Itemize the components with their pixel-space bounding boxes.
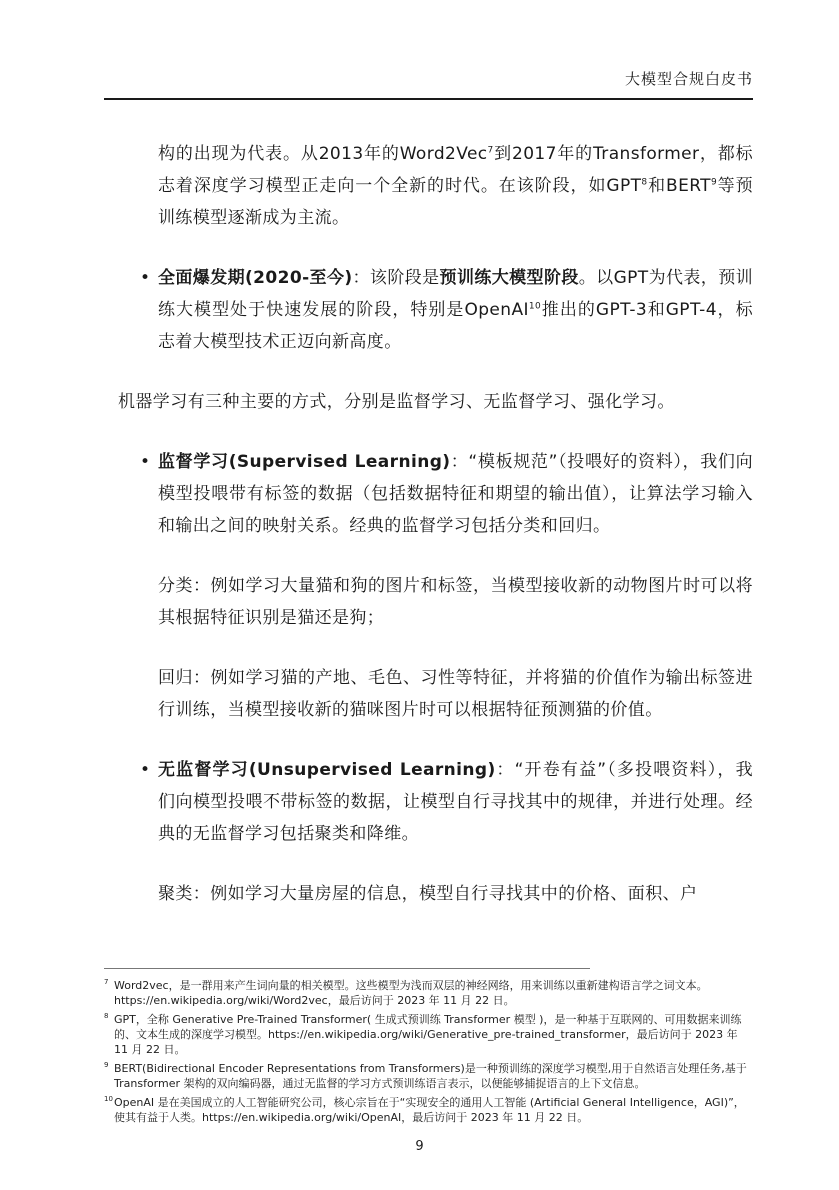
footnote-number: 10 [104, 1095, 113, 1103]
text-run: 等预训练模型逐渐成为主流。 [158, 176, 753, 228]
bold-term: 全面爆发期(2020-至今) [158, 268, 353, 288]
footnote-ref-10[interactable]: 10 [528, 301, 542, 312]
bullet-dot: • [140, 268, 151, 288]
footnote-text: GPT，全称 Generative Pre-Trained Transformer( 生成式预训练 Transformer 模型 )，是一种基于互联网的、可用数据来训练的、文本生成的深度学习模型。https://en.wikipedia.org/wiki/Generative_pre-trained_transformer，最后访问于 2023 年 11 月 22 日。 [114, 1013, 742, 1056]
bold-term: 监督学习(Supervised Learning) [158, 452, 451, 472]
bullet-dot: • [140, 760, 151, 780]
footnote-ref-8[interactable]: 8 [641, 177, 648, 188]
text-run: ：“开卷有益”（多投喂资料），我们向模型投喂不带标签的数据，让模型自行寻找其中的规律，并进行处理。经典的无监督学习包括聚类和降维。 [158, 760, 753, 844]
footnote-7 [104, 978, 754, 1008]
bullet-dot: • [140, 452, 151, 472]
text-run: 到2017年的Transformer，都标志着深度学习模型正走向一个全新的时代。在该阶段，如GPT [158, 144, 753, 196]
bold-term: 无监督学习(Unsupervised Learning) [158, 760, 496, 780]
header-divider [104, 98, 753, 100]
text-run: ：“模板规范”（投喂好的资料），我们向模型投喂带有标签的数据（包括数据特征和期望的输出值），让算法学习输入和输出之间的映射关系。经典的监督学习包括分类和回归。 [158, 452, 753, 536]
footnote-text: Word2vec，是一群用来产生词向量的相关模型。这些模型为浅而双层的神经网络，用来训练以重新建构语言学之词文本。https://en.wikipedia.org/wiki/Word2vec，最后访问于 2023 年 11 月 22 日。 [114, 979, 708, 1007]
history-paragraph [140, 138, 753, 234]
footnote-text: OpenAI 是在美国成立的人工智能研究公司，核心宗旨在于“实现安全的通用人工智能 (Artificial General Intelligence，AGI)”，使其有益于人类。https://en.wikipedia.org/wiki/OpenAI，最后访问于 2023 年 11 月 22 日。 [114, 1096, 745, 1124]
text-run: 和BERT [647, 176, 711, 196]
footnote-ref-7[interactable]: 7 [487, 145, 494, 156]
footnote-9 [104, 1061, 754, 1091]
footnote-8 [104, 1012, 754, 1057]
running-header-title: 大模型合规白皮书 [624, 70, 753, 88]
footnotes [104, 978, 754, 1129]
footnote-ref-9[interactable]: 9 [710, 177, 718, 188]
bold-term: 预训练大模型阶段 [439, 268, 579, 288]
bullet-unsupervised [140, 754, 753, 850]
footnote-text: BERT(Bidirectional Encoder Representations from Transformers)是一种预训练的深度学习模型,用于自然语言处理任务,基于 Transformer 架构的双向编码器，通过无监督的学习方式预训练语言表示，以便能够捕捉语言的上下文信息。 [114, 1062, 747, 1090]
footnote-10 [104, 1095, 754, 1125]
footnote-number: 8 [104, 1012, 109, 1020]
classification-paragraph: 分类：例如学习大量猫和狗的图片和标签，当模型接收新的动物图片时可以将其根据特征识别是猫还是狗； [158, 576, 753, 628]
text-run: ：该阶段是 [352, 268, 440, 288]
footnote-number: 9 [104, 1061, 109, 1069]
page-number: 9 [415, 1139, 424, 1154]
bullet-supervised [140, 446, 753, 542]
bullet-boom-period [140, 262, 753, 358]
footnote-number: 7 [104, 978, 109, 986]
text-run: 。以GPT为代表，预训练大模型处于快速发展的阶段，特别是OpenAI [158, 268, 753, 320]
main-body [118, 138, 753, 910]
learning-types-intro: 机器学习有三种主要的方式，分别是监督学习、无监督学习、强化学习。 [118, 392, 675, 412]
footnote-divider [104, 968, 590, 969]
text-run: 推出的GPT-3和GPT-4，标志着大模型技术正迈向新高度。 [158, 300, 753, 352]
text-run: 构的出现为代表。从2013年的Word2Vec [158, 144, 488, 164]
regression-paragraph: 回归：例如学习猫的产地、毛色、习性等特征，并将猫的价值作为输出标签进行训练，当模型接收新的猫咪图片时可以根据特征预测猫的价值。 [158, 668, 753, 720]
clustering-paragraph: 聚类：例如学习大量房屋的信息，模型自行寻找其中的价格、面积、户 [158, 884, 698, 904]
